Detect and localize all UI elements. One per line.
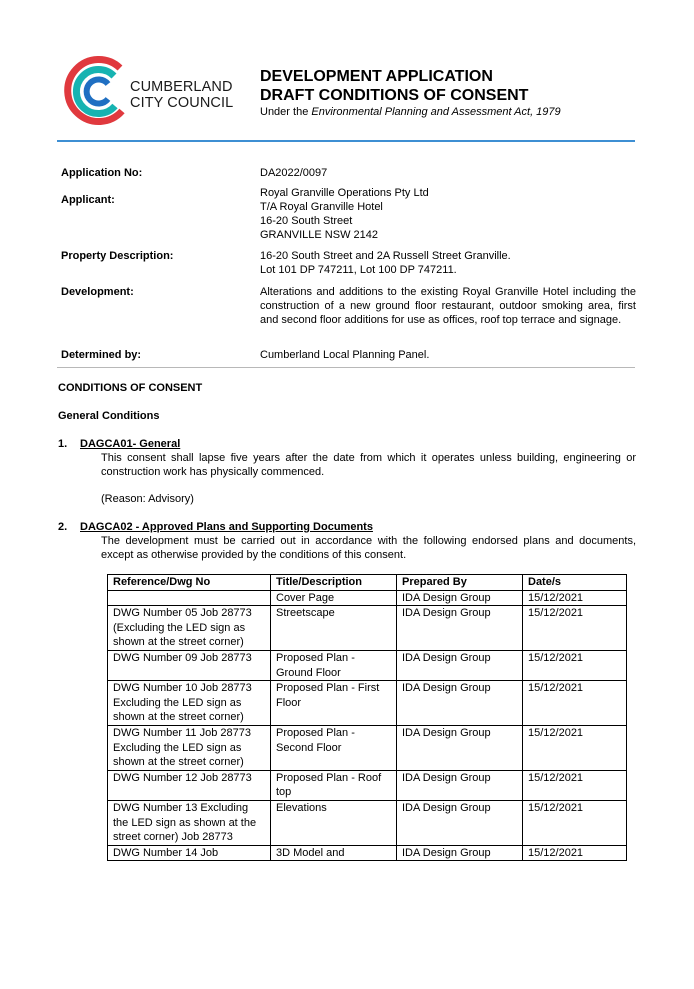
table-cell: DWG Number 10 Job 28773 Excluding the LED sign as shown at the street corner) (108, 681, 271, 726)
table-header-row (108, 575, 627, 591)
conditions-heading: CONDITIONS OF CONSENT (58, 382, 203, 394)
table-cell: Cover Page (271, 590, 397, 606)
table-cell: Proposed Plan - First Floor (271, 681, 397, 726)
table-cell: 15/12/2021 (523, 725, 627, 770)
details-divider (57, 367, 635, 368)
table-cell: 15/12/2021 (523, 590, 627, 606)
table-cell: 15/12/2021 (523, 800, 627, 845)
table-row (108, 800, 627, 845)
council-name: CUMBERLAND CITY COUNCIL (130, 79, 234, 111)
table-row (108, 590, 627, 606)
property-label: Property Description: (61, 250, 174, 262)
column-header: Prepared By (397, 575, 523, 591)
determined-by-label: Determined by: (61, 349, 142, 361)
table-cell: DWG Number 09 Job 28773 (108, 650, 271, 680)
table-cell (108, 590, 271, 606)
table-cell: IDA Design Group (397, 800, 523, 845)
applicant-label: Applicant: (61, 194, 115, 206)
condition-2-text: The development must be carried out in accordance with the following endorsed plans and documents, except as otherwise provided by the conditions of this consent. (101, 535, 636, 561)
condition-1-reason: (Reason: Advisory) (101, 493, 194, 505)
table-cell: 15/12/2021 (523, 606, 627, 651)
table-row (108, 681, 627, 726)
table-cell: IDA Design Group (397, 681, 523, 726)
document-subtitle: Under the Environmental Planning and Assessment Act, 1979 (260, 106, 561, 118)
approved-plans-table (107, 574, 627, 861)
table-cell: 15/12/2021 (523, 845, 627, 861)
table-cell: DWG Number 14 Job (108, 845, 271, 861)
table-cell: DWG Number 13 Excluding the LED sign as shown at the street corner) Job 28773 (108, 800, 271, 845)
condition-2-title: DAGCA02 - Approved Plans and Supporting Documents (80, 521, 373, 533)
table-cell: DWG Number 12 Job 28773 (108, 770, 271, 800)
application-no-value: DA2022/0097 (260, 167, 328, 179)
development-label: Development: (61, 286, 134, 298)
cumberland-logo-icon (62, 56, 132, 126)
table-cell: 15/12/2021 (523, 681, 627, 726)
document-title: DEVELOPMENT APPLICATION DRAFT CONDITIONS OF CONSENT (260, 68, 529, 104)
condition-1-text: This consent shall lapse five years after the date from which it operates unless building, engineering or construction work has physically commenced. (101, 452, 636, 478)
table-cell: Proposed Plan - Roof top (271, 770, 397, 800)
table-cell: Elevations (271, 800, 397, 845)
application-no-label: Application No: (61, 167, 143, 179)
header-divider (57, 140, 635, 142)
table-cell: IDA Design Group (397, 650, 523, 680)
property-value: 16-20 South Street and 2A Russell Street Granville. Lot 101 DP 747211, Lot 100 DP 747211. (260, 250, 511, 276)
table-row (108, 770, 627, 800)
general-conditions-heading: General Conditions (58, 410, 160, 422)
table-row (108, 650, 627, 680)
table-row (108, 845, 627, 861)
table-cell: DWG Number 05 Job 28773 (Excluding the LED sign as shown at the street corner) (108, 606, 271, 651)
table-cell: 15/12/2021 (523, 770, 627, 800)
column-header: Reference/Dwg No (108, 575, 271, 591)
development-value: Alterations and additions to the existing Royal Granville Hotel including the construction of a new ground floor restaurant, outdoor smoking area, first and second floor additions for use as offices, roof top terrace and signage. (260, 286, 636, 326)
table-cell: 15/12/2021 (523, 650, 627, 680)
table-cell: IDA Design Group (397, 590, 523, 606)
column-header: Title/Description (271, 575, 397, 591)
table-cell: IDA Design Group (397, 606, 523, 651)
table-cell: Streetscape (271, 606, 397, 651)
table-row (108, 725, 627, 770)
table-cell: IDA Design Group (397, 845, 523, 861)
table-cell: Proposed Plan - Ground Floor (271, 650, 397, 680)
table-cell: IDA Design Group (397, 725, 523, 770)
table-cell: 3D Model and (271, 845, 397, 861)
table-cell: IDA Design Group (397, 770, 523, 800)
condition-1-title: DAGCA01- General (80, 438, 181, 450)
table-row (108, 606, 627, 651)
table-cell: DWG Number 11 Job 28773 Excluding the LED sign as shown at the street corner) (108, 725, 271, 770)
condition-2-number: 2. (58, 521, 68, 533)
determined-by-value: Cumberland Local Planning Panel. (260, 349, 430, 361)
applicant-value: Royal Granville Operations Pty Ltd T/A Royal Granville Hotel 16-20 South Street GRANVILLE NSW 2142 (260, 187, 429, 241)
condition-1-number: 1. (58, 438, 68, 450)
table-cell: Proposed Plan - Second Floor (271, 725, 397, 770)
column-header: Date/s (523, 575, 627, 591)
